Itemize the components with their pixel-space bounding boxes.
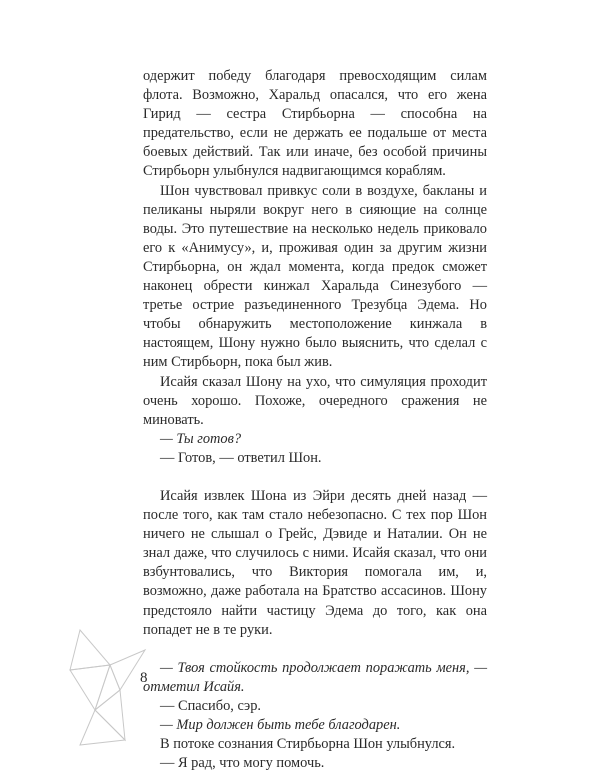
paragraph-6: Исайя извлек Шона из Эйри десять дней назад — после того, как там стало небезопасно. С тех пор Шон ничего не слышал о Грейс, Дэвиде и Наталии. Он не знал даже, что случилось с ними. Исайя сказал, что они взбунтовались, что Виктория помогала им, и, возможно, даже работала на Братство ассасинов. Шону предстояло найти частицу Эдема до того, как она попадет не в те руки. [143, 487, 487, 638]
page-number: 8 [140, 670, 148, 686]
paragraph-2: Шон чувствовал привкус соли в воздухе, бакланы и пеликаны ныряли вокруг него в сияющие на солнце воды. Это путешествие на несколько недель приковало его к «Анимусу», и, проживая один за другим жизни Стирбьорна, он ждал момента, когда предок сможет наконец обрести кинжал Харальда Синезубого — третье острие разъединенного Трезубца Эдема. Но чтобы обнаружить местоположение кинжала в настоящем, Шону нужно было выяснить, что сделал с ним Стирбьорн, пока был жив. [143, 182, 487, 371]
decor-triangle [80, 710, 125, 745]
dialogue-line: — Спасибо, сэр. [160, 697, 262, 714]
origami-bird-icon [50, 610, 170, 750]
dialogue-line: — Я рад, что могу помочь. [160, 755, 325, 772]
dialogue-line [143, 716, 487, 735]
section-break [143, 468, 487, 487]
dialogue-line [143, 430, 487, 449]
dialogue-line [143, 659, 487, 697]
paragraph-3: Исайя сказал Шону на ухо, что симуляция проходит очень хорошо. Похоже, очередного сражения не миновать. [143, 373, 487, 428]
section-break [143, 640, 487, 659]
italic-dialogue: — Твоя стойкость продолжает поражать меня, — отметил Исайя. [143, 659, 487, 695]
italic-dialogue: — Ты готов? [160, 430, 242, 447]
page-body [143, 67, 487, 773]
decor-triangle [70, 630, 110, 670]
italic-dialogue: — Мир должен быть тебе благодарен. [160, 717, 401, 733]
decor-triangle [95, 665, 120, 710]
paragraph-1: одержит победу благодаря превосходящим силам флота. Возможно, Харальд опасался, что его жена Гирид — сестра Стирбьорна — способна на предательство, если не держать ее подальше от места боевых действий. Так или иначе, без особой причины Стирбьорн улыбнулся надвигающимся кораблям. [143, 68, 487, 180]
paragraph-narration: В потоке сознания Стирбьорна Шон улыбнулся. [160, 736, 456, 753]
dialogue-line: — Готов, — ответил Шон. [160, 449, 322, 466]
